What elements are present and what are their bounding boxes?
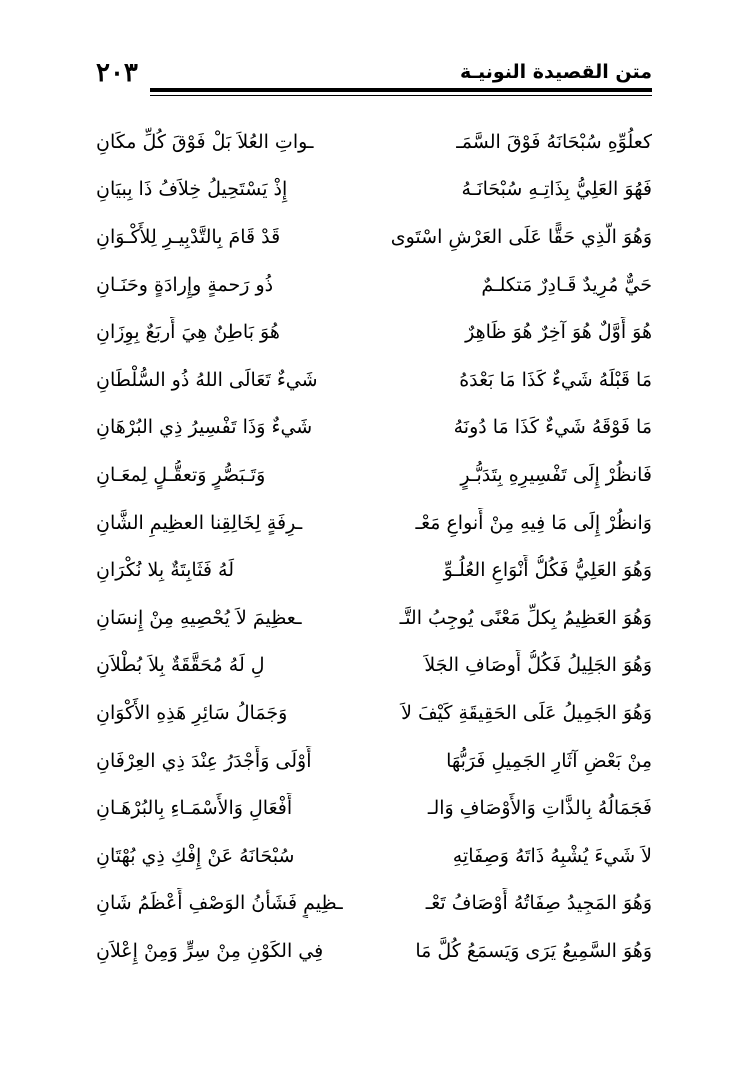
header-rule-thin bbox=[150, 95, 652, 96]
verse-second-half: لِ لَهُ مُحَقَّقَةٌ بِلاَ بُطْلاَنِ bbox=[96, 654, 265, 677]
verse-second-half: وَجَمَالُ سَائِرِ هَذِهِ الأَكْوَانِ bbox=[96, 701, 288, 724]
verse-first-half: وَهُوَ الَّذِي حَقًّا عَلَى العَرْشِ اسْتَوى bbox=[390, 225, 652, 248]
verse-second-half: شَيءٌ تَعَالَى اللهُ ذُو السُّلْطَانِ bbox=[96, 368, 318, 391]
verse-second-half: قَدْ قَامَ بِالتَّدْبِيـرِ لِلأَكْـوَانِ bbox=[96, 225, 281, 248]
verse-first-half: وَهُوَ السَّمِيعُ يَرَى وَيَسمَعُ كُلَّ مَا bbox=[415, 939, 652, 962]
verse-first-half: كعلُوِّهِ سُبْحَانَهُ فَوْقَ السَّمَـ bbox=[456, 130, 652, 153]
verse-line bbox=[96, 451, 652, 499]
verse-line bbox=[96, 784, 652, 832]
verse-second-half: ـرِفَةٍ لِخَالِقِنا العظِيمِ الشَّانِ bbox=[96, 511, 303, 534]
verse-first-half: وَهُوَ الجَمِيلُ عَلَى الحَقِيقَةِ كَيْفَ لاَ bbox=[401, 701, 652, 724]
verse-second-half: وَتَـبَصُّرٍ وَتعقُّـلٍ لِمعَـانِ bbox=[96, 463, 266, 486]
verse-line bbox=[96, 927, 652, 975]
verse-second-half: فِي الكَوْنِ مِنْ سِرٍّ وَمِنْ إِعْلاَنِ bbox=[96, 939, 324, 962]
verse-second-half: ـواتِ العُلاَ بَلْ فَوْقَ كُلِّ مكَانِ bbox=[96, 130, 314, 153]
verse-line bbox=[96, 308, 652, 356]
header-rule-thick bbox=[150, 88, 652, 92]
verse-line bbox=[96, 404, 652, 452]
verse-line bbox=[96, 213, 652, 261]
verse-first-half: وَهُوَ العَلِيُّ فَكُلُّ أَنْوَاعِ العُلُـوِّ bbox=[443, 559, 652, 582]
verse-first-half: مَا فَوْقَهُ شَيءٌ كَذَا مَا دُونَهُ bbox=[453, 416, 652, 439]
verse-line bbox=[96, 642, 652, 690]
verse-first-half: هُوَ أَوَّلٌ هُوَ آخِرٌ هُوَ ظَاهِرٌ bbox=[465, 321, 652, 344]
verse-second-half: ـظِيمٍ فَشَأْنُ الوَصْفِ أَعْظَمُ شَانِ bbox=[96, 892, 343, 915]
verse-second-half: أَفْعَالِ وَالأَسْمَـاءِ بِالبُرْهَـانِ bbox=[96, 797, 293, 820]
verse-first-half: مِنْ بَعْضِ آثَارِ الجَمِيلِ فَرَبُّهَا bbox=[446, 749, 652, 772]
verse-first-half: لاَ شَيءَ يُشْبِهُ ذَاتَهُ وَصِفَاتِهِ bbox=[452, 844, 652, 867]
verse-first-half: مَا قَبْلَهُ شَيءٌ كَذَا مَا بَعْدَهُ bbox=[459, 368, 652, 391]
verse-first-half: فَجَمَالُهُ بِالذَّاتِ وَالأَوْصَافِ وَالـ bbox=[427, 797, 652, 820]
verse-line bbox=[96, 689, 652, 737]
verse-line bbox=[96, 166, 652, 214]
verse-first-half: وَهُوَ المَجِيدُ صِفَاتُهُ أَوْصَافُ تَعْـ bbox=[425, 892, 652, 915]
page-number: ٢٠٣ bbox=[96, 58, 138, 88]
verse-line bbox=[96, 737, 652, 785]
verse-first-half: وَهُوَ الجَلِيلُ فَكُلُّ أَوصَافِ الجَلاَ bbox=[424, 654, 652, 677]
verse-second-half: أَوْلَى وَأَجْدَرُ عِنْدَ ذِي العِرْفَانِ bbox=[96, 749, 312, 772]
verse-first-half: فَهُوَ العَلِيُّ بِذَاتِـهِ سُبْحَانَـهُ bbox=[461, 178, 652, 201]
verse-line bbox=[96, 546, 652, 594]
verse-first-half: وَهُوَ العَظِيمُ بِكلِّ مَعْنًى يُوجِبُ التَّـ bbox=[399, 606, 652, 629]
verse-line bbox=[96, 118, 652, 166]
verse-second-half: إِذْ يَسْتَحِيلُ خِلاَفُ ذَا بِبيَانِ bbox=[96, 178, 288, 201]
verse-line bbox=[96, 832, 652, 880]
poem-body bbox=[96, 118, 652, 975]
verse-first-half: فَانظُرْ إِلَى تَفْسِيرِهِ بِتَدَبُّـرٍ bbox=[460, 463, 652, 486]
verse-second-half: ـعظِيمَ لاَ يُحْصِيهِ مِنْ إِنسَانِ bbox=[96, 606, 302, 629]
verse-second-half: شَيءٌ وَذَا تَفْسِيرُ ذِي البُرْهَانِ bbox=[96, 416, 313, 439]
verse-second-half: سُبْحَانَهُ عَنْ إِفْكِ ذِي بُهْتَانِ bbox=[96, 844, 295, 867]
verse-second-half: لَهُ فَثَابِتَةٌ بِلا نُكْرَانِ bbox=[96, 559, 235, 582]
verse-line bbox=[96, 356, 652, 404]
page-header bbox=[96, 58, 652, 98]
verse-first-half: وَانظُرْ إِلَى مَا فِيهِ مِنْ أَنواعِ مَعْـ bbox=[415, 511, 652, 534]
running-title: متن القصيدة النونيـة bbox=[459, 61, 652, 83]
verse-line bbox=[96, 594, 652, 642]
verse-second-half: ذُو رَحمةٍ وإِرادَةٍ وحَنَـانِ bbox=[96, 273, 274, 296]
verse-line bbox=[96, 880, 652, 928]
verse-second-half: هُوَ بَاطِنٌ هِيَ أَربَعٌ بِوِزَانِ bbox=[96, 321, 280, 344]
verse-line bbox=[96, 261, 652, 309]
verse-first-half: حَيٌّ مُرِيدٌ قَـادِرٌ مَتكلـمٌ bbox=[481, 273, 652, 296]
verse-line bbox=[96, 499, 652, 547]
